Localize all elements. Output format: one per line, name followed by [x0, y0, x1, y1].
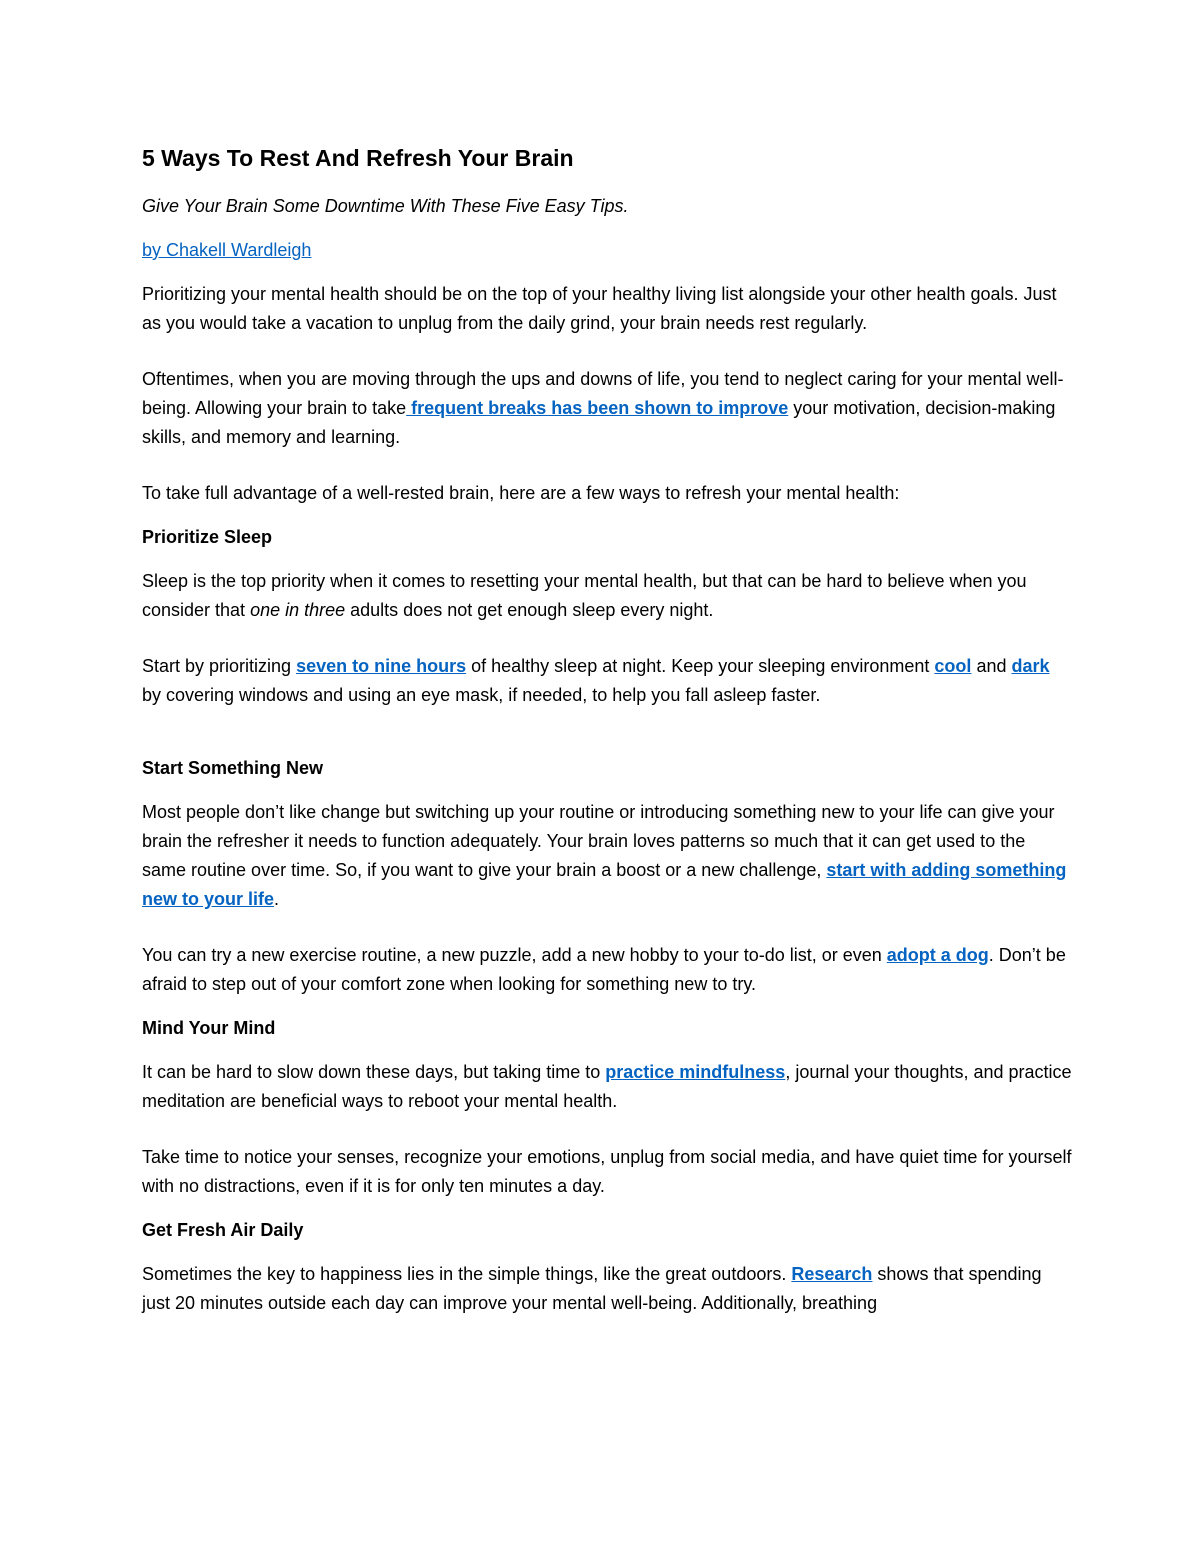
text-span: You can try a new exercise routine, a new puzzle, add a new hobby to your to-do list, or even — [142, 945, 887, 965]
section-heading-mind: Mind Your Mind — [142, 1018, 276, 1038]
text-span: adults does not get enough sleep every night. — [345, 600, 714, 620]
intro-paragraph-1: Prioritizing your mental health should be on the top of your healthy living list alongside your other health goals. Just as you would take a vacation to unplug from the daily grind, your brain needs rest regularly. — [142, 284, 1057, 333]
text-span: of healthy sleep at night. Keep your sleeping environment — [466, 656, 935, 676]
intro-paragraph-2 — [142, 365, 1072, 452]
mind-paragraph-2: Take time to notice your senses, recognize your emotions, unplug from social media, and have quiet time for yourself with no distractions, even if it is for only ten minutes a day. — [142, 1147, 1072, 1196]
sleep-paragraph-2 — [142, 652, 1072, 710]
section-heading-sleep: Prioritize Sleep — [142, 527, 273, 547]
text-span: Most people don’t like change but switching up your routine or introducing something new to your life can give your brain the refresher it needs to function adequately. Your brain loves patterns so much that it can get used to the same routine over time. So, if you want to give your brain a boost or a new challenge, — [142, 802, 1055, 880]
text-span: . Don’t be afraid to step out of your comfort zone when looking for something new to try. — [142, 945, 1066, 994]
text-span: Start by prioritizing — [142, 656, 297, 676]
frequent-breaks-link[interactable]: frequent breaks has been shown to improve — [406, 398, 789, 418]
section-heading-new: Start Something New — [142, 758, 324, 778]
text-span: , journal your thoughts, and practice meditation are beneficial ways to reboot your mental health. — [142, 1062, 1072, 1111]
article-subtitle: Give Your Brain Some Downtime With These Five Easy Tips. — [142, 196, 629, 216]
intro-paragraph-3: To take full advantage of a well-rested brain, here are a few ways to refresh your mental health: — [142, 483, 900, 503]
text-span: Oftentimes, when you are moving through the ups and downs of life, you tend to neglect caring for your mental well-being. Allowing your brain to take — [142, 369, 1064, 418]
text-span: It can be hard to slow down these days, but taking time to — [142, 1062, 606, 1082]
article-title: 5 Ways To Rest And Refresh Your Brain — [142, 145, 574, 171]
text-span: and — [971, 656, 1012, 676]
new-paragraph-2 — [142, 941, 1072, 999]
text-span: your motivation, decision-making skills, and memory and learning. — [142, 398, 1056, 447]
research-link[interactable]: Research — [791, 1264, 873, 1284]
author-link[interactable]: by Chakell Wardleigh — [142, 240, 312, 260]
mind-paragraph-1 — [142, 1058, 1072, 1116]
seven-to-nine-hours-link[interactable]: seven to nine hours — [296, 656, 467, 676]
section-heading-air: Get Fresh Air Daily — [142, 1220, 304, 1240]
text-span: Sleep is the top priority when it comes to resetting your mental health, but that can be hard to believe when you consider that — [142, 571, 1027, 620]
document-page — [142, 140, 1072, 1318]
text-span: shows that spending just 20 minutes outside each day can improve your mental well-being. Additionally, breathing — [142, 1264, 1042, 1313]
dark-link[interactable]: dark — [1011, 656, 1050, 676]
text-span: by covering windows and using an eye mask, if needed, to help you fall asleep faster. — [142, 685, 821, 705]
text-span: . — [274, 889, 280, 909]
cool-link[interactable]: cool — [934, 656, 972, 676]
adopt-a-dog-link[interactable]: adopt a dog — [886, 945, 989, 965]
sleep-paragraph-1 — [142, 567, 1072, 625]
something-new-link[interactable]: start with adding something new to your life — [142, 860, 1067, 909]
practice-mindfulness-link[interactable]: practice mindfulness — [605, 1062, 786, 1082]
emphasis-text: one in three — [250, 600, 346, 620]
air-paragraph-1 — [142, 1260, 1072, 1318]
new-paragraph-1 — [142, 798, 1072, 914]
text-span: Sometimes the key to happiness lies in the simple things, like the great outdoors. — [142, 1264, 792, 1284]
